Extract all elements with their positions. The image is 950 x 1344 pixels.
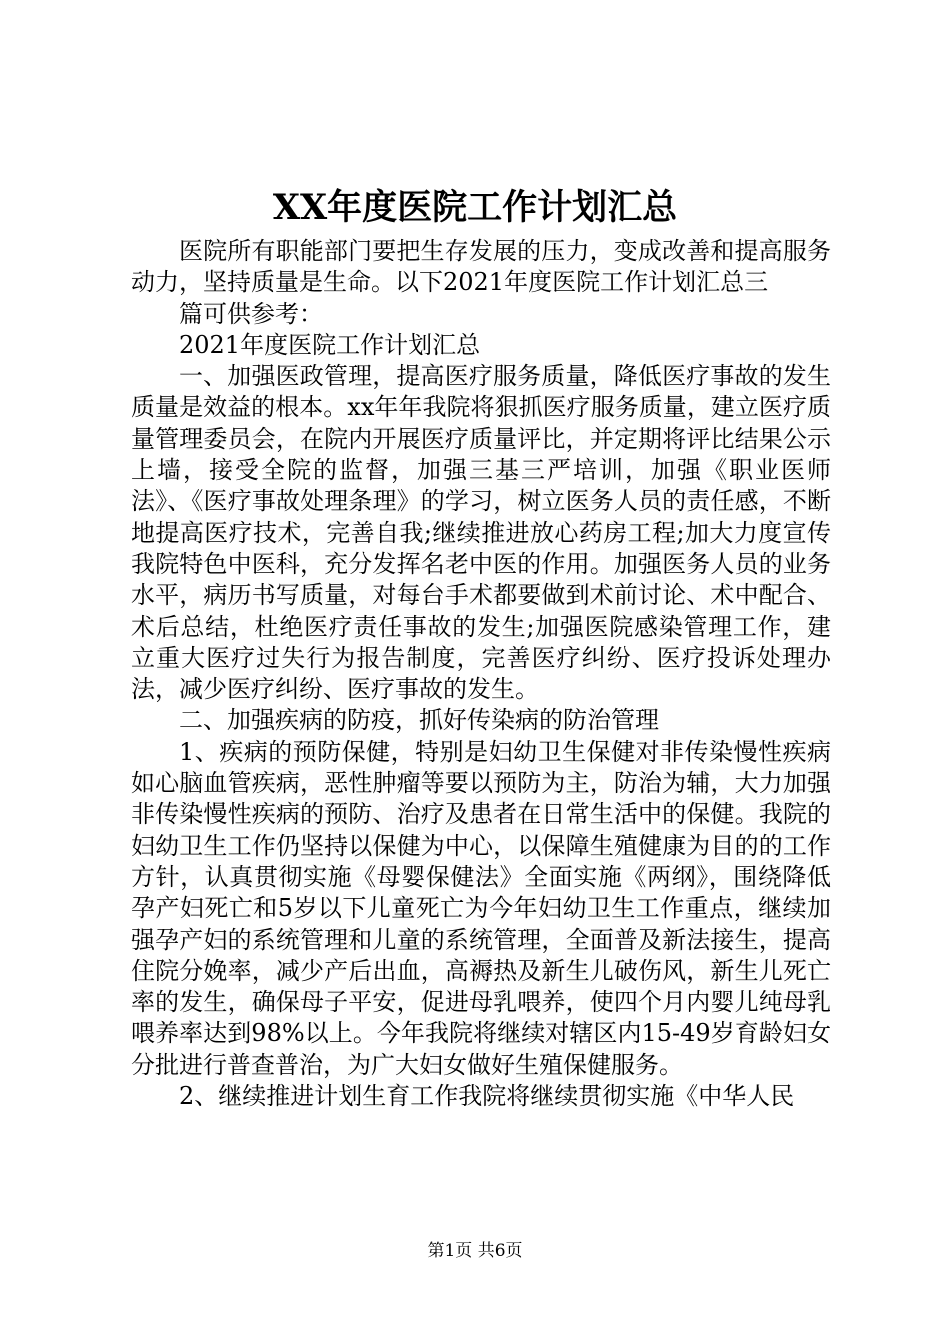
paragraph-item-one: 1、疾病的预防保健，特别是妇幼卫生保健对非传染慢性疾病如心脑血管疾病，恶性肿瘤等要以预防为主，防治为辅，大力加强非传染慢性疾病的预防、治疗及患者在日常生活中的保健。我院的妇幼卫生工作仍坚持以保健为中心，以保障生殖健康为目的的工作方针，认真贯彻实施《母婴保健法》全面实施《两纲》，围绕降低孕产妇死亡和5岁以下儿童死亡为今年妇幼卫生工作重点，继续加强孕产妇的系统管理和儿童的系统管理，全面普及新法接生，提高住院分娩率，减少产后出血，高褥热及新生儿破伤风，新生儿死亡率的发生，确保母子平安，促进母乳喂养，使四个月内婴儿纯母乳喂养率达到98%以上。今年我院将继续对辖区内15-49岁育龄妇女分批进行普查普治，为广大妇女做好生殖保健服务。 [131,737,831,1079]
paragraph-reference: 篇可供参考： [179,299,323,328]
paragraph-subtitle: 2021年度医院工作计划汇总 [179,330,481,359]
paragraph-section-one: 一、加强医政管理，提高医疗服务质量，降低医疗事故的发生质量是效益的根本。xx年年我院将狠抓医疗服务质量，建立医疗质量管理委员会，在院内开展医疗质量评比，并定期将评比结果公示上墙，接受全院的监督，加强三基三严培训，加强《职业医师法》、《医疗事故处理条理》的学习，树立医务人员的责任感，不断地提高医疗技术，完善自我;继续推进放心药房工程;加大力度宣传我院特色中医科，充分发挥名老中医的作用。加强医务人员的业务水平，病历书写质量，对每台手术都要做到术前讨论、术中配合、术后总结，杜绝医疗责任事故的发生;加强医院感染管理工作，建立重大医疗过失行为报告制度，完善医疗纠纷、医疗投诉处理办法，减少医疗纠纷、医疗事故的发生。 [131,362,831,704]
paragraph-intro: 医院所有职能部门要把生存发展的压力，变成改善和提高服务动力，坚持质量是生命。以下2021年度医院工作计划汇总三 [131,237,831,297]
page-footer: 第1页 共6页 [427,1241,523,1261]
document-title: XX年度医院工作计划汇总 [272,187,678,228]
paragraph-section-two-heading: 二、加强疾病的防疫，抓好传染病的防治管理 [179,706,659,735]
document-body [131,236,831,1112]
paragraph-item-two: 2、继续推进计划生育工作我院将继续贯彻实施《中华人民 [179,1082,795,1111]
